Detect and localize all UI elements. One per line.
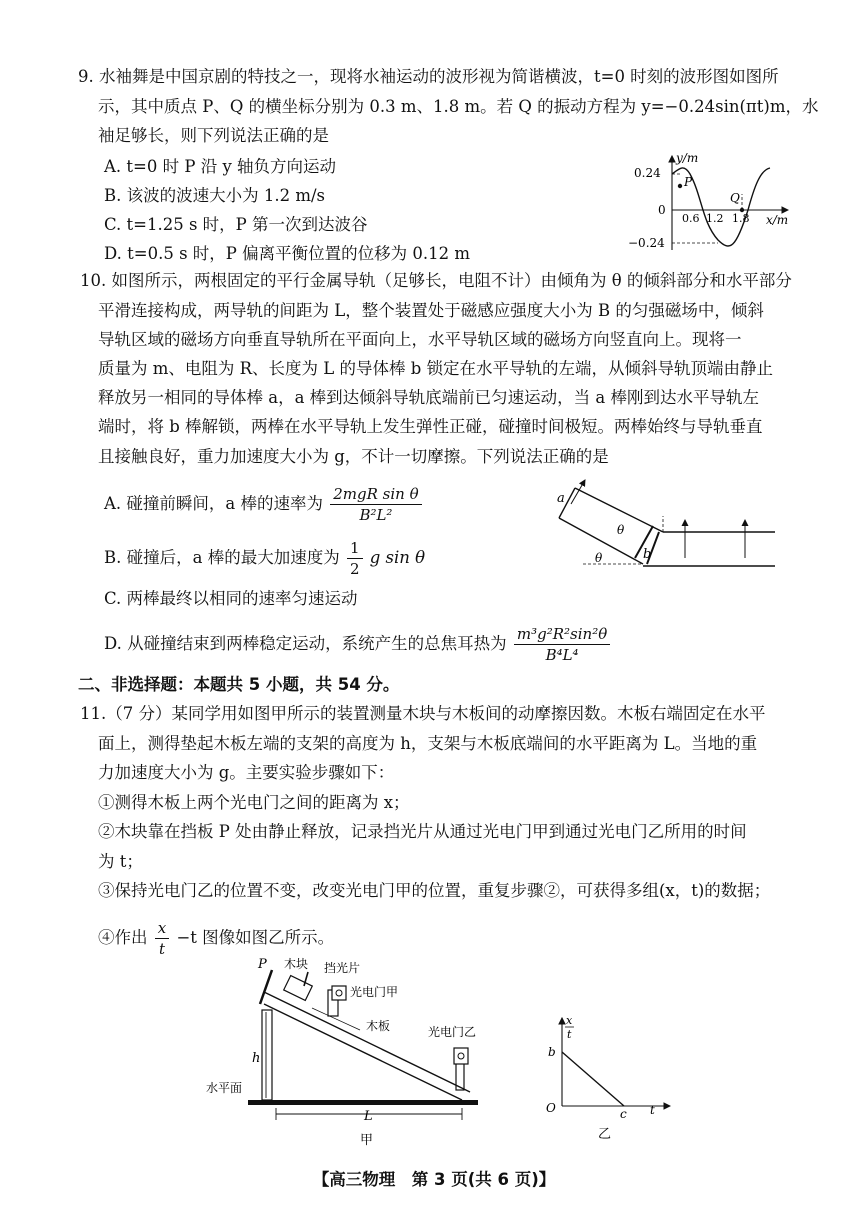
q9-x-label: x/m xyxy=(766,213,789,227)
q9-ymax-label: 0.24 xyxy=(634,166,661,180)
q10-stem-line-6: 端时，将 b 棒解锁，两棒在水平导轨上发生弹性正碰，碰撞时间极短。两棒始终与导轨垂直 xyxy=(98,417,763,436)
q9-option-b: B. 该波的波速大小为 1.2 m/s xyxy=(104,186,326,205)
q10-stem-line-7: 且接触良好，重力加速度大小为 g，不计一切摩擦。下列说法正确的是 xyxy=(98,447,609,466)
q10-label-theta-2: θ xyxy=(595,551,603,565)
q10-stem-line-5: 释放另一相同的导体棒 a，a 棒到达倾斜导轨底端前已匀速运动，当 a 棒刚到达水平导轨左 xyxy=(98,388,759,407)
q11-yi-line xyxy=(562,1052,624,1106)
q10-option-a-fraction xyxy=(330,484,421,525)
q11-block xyxy=(284,976,313,1001)
q11-yi-label-c: c xyxy=(620,1107,627,1121)
q10-option-b-suffix: g sin θ xyxy=(369,548,426,567)
q10-stem-line-1: 10. 如图所示，两根固定的平行金属导轨（足够长，电阻不计）由倾角为 θ 的倾斜部分和水平部分 xyxy=(80,271,792,290)
q10-option-b-prefix: B. 碰撞后，a 棒的最大加速度为 xyxy=(104,548,340,567)
q11-label-l: L xyxy=(364,1109,373,1124)
q11-step-2: ②木块靠在挡板 P 处由静止释放，记录挡光片从通过光电门甲到通过光电门乙所用的时间 xyxy=(98,822,747,841)
q9-option-d: D. t=0.5 s 时，P 偏离平衡位置的位移为 0.12 m xyxy=(104,244,471,263)
q9-p-label: P xyxy=(684,175,693,189)
q9-stem-line-3: 袖足够长，则下列说法正确的是 xyxy=(98,126,329,145)
q11-step-4-fraction xyxy=(155,918,169,959)
q10-option-a-numerator: 2mgR sin θ xyxy=(330,484,421,505)
q11-board-top xyxy=(264,992,470,1092)
q9-wave-figure xyxy=(620,150,800,255)
q11-stem-line-1: 11.（7 分）某同学用如图甲所示的装置测量木块与木板间的动摩擦因数。木板右端固定在水平 xyxy=(80,704,766,723)
q11-label-shade: 挡光片 xyxy=(324,961,361,975)
q11-yi-label-t: t xyxy=(650,1103,655,1117)
q11-step-2-cont: 为 t； xyxy=(98,852,143,871)
q11-ground xyxy=(248,1100,478,1105)
q9-option-a: A. t=0 时 P 沿 y 轴负方向运动 xyxy=(104,157,337,176)
q11-stem-line-3: 力加速度大小为 g。主要实验步骤如下： xyxy=(98,763,395,782)
q9-q-label: Q xyxy=(730,191,740,205)
page-footer: 【高三物理 第 3 页(共 6 页)】 xyxy=(312,1170,556,1189)
q10-option-b xyxy=(104,538,425,579)
q10-option-a xyxy=(104,484,424,525)
q10-label-a: a xyxy=(557,491,565,506)
q10-option-a-prefix: A. 碰撞前瞬间，a 棒的速率为 xyxy=(104,494,323,513)
q11-step-4-prefix: ④作出 xyxy=(98,928,148,947)
q10-option-d-fraction xyxy=(514,624,610,665)
q9-point-p xyxy=(678,184,682,188)
q9-y-label: y/m xyxy=(676,151,699,165)
q10-option-d-prefix: D. 从碰撞结束到两棒稳定运动，系统产生的总焦耳热为 xyxy=(104,634,507,653)
q10-option-a-denominator: B²L² xyxy=(359,506,393,524)
q11-figure-yi xyxy=(540,1010,680,1148)
q10-option-d-numerator: m³g²R²sin²θ xyxy=(514,624,610,645)
section-2-heading: 二、非选择题：本题共 5 小题，共 54 分。 xyxy=(78,675,400,694)
q9-xtick-3: 1.8 xyxy=(732,212,750,225)
q11-label-block: 木块 xyxy=(284,957,309,971)
q9-stem-line-1: 9. 水袖舞是中国京剧的特技之一，现将水袖运动的波形视为简谐横波，t=0 时刻的波形图如图所 xyxy=(78,67,779,86)
q9-xtick-1: 0.6 xyxy=(682,212,700,225)
q10-option-b-denominator: 2 xyxy=(349,560,360,578)
q10-option-d-denominator: B⁴L⁴ xyxy=(545,646,579,664)
q10-stem-line-4: 质量为 m、电阻为 R、长度为 L 的导体棒 b 锁定在水平导轨的左端，从倾斜导轨顶端由静止 xyxy=(98,359,774,378)
q11-step-1: ①测得木板上两个光电门之间的距离为 x； xyxy=(98,793,410,812)
q11-board-bottom xyxy=(264,1004,462,1100)
q11-step-4-denominator: t xyxy=(158,940,165,958)
q11-label-gate-a: 光电门甲 xyxy=(350,985,399,999)
q11-step-3: ③保持光电门乙的位置不变，改变光电门甲的位置，重复步骤②，可获得多组(x，t)的数据； xyxy=(98,881,771,900)
q11-caption-jia: 甲 xyxy=(360,1133,374,1147)
q11-label-board: 木板 xyxy=(366,1019,391,1033)
q11-yi-label-b: b xyxy=(548,1045,556,1059)
q11-label-h: h xyxy=(252,1051,261,1066)
q11-yi-label-o: O xyxy=(546,1101,556,1115)
q10-stem-line-3: 导轨区域的磁场方向垂直导轨所在平面向上，水平导轨区域的磁场方向竖直向上。现将一 xyxy=(98,330,742,349)
q10-rail-figure xyxy=(545,470,785,580)
q10-option-b-fraction xyxy=(347,538,363,579)
q10-option-d xyxy=(104,624,612,665)
q11-baffle-p xyxy=(260,970,272,1004)
q9-ymin-label: −0.24 xyxy=(628,236,665,250)
q9-xtick-2: 1.2 xyxy=(706,212,724,225)
q11-yi-y-den: t xyxy=(567,1028,572,1041)
q10-label-b: b xyxy=(643,547,652,562)
q11-label-ground: 水平面 xyxy=(206,1081,243,1095)
q11-label-gate-b: 光电门乙 xyxy=(428,1025,477,1039)
q10-label-theta-1: θ xyxy=(617,523,625,537)
q9-stem-line-2: 示，其中质点 P、Q 的横坐标分别为 0.3 m、1.8 m。若 Q 的振动方程为 y=−0.24sin(πt)m，水 xyxy=(98,97,819,116)
q10-option-b-numerator: 1 xyxy=(347,538,363,559)
q11-figure-jia xyxy=(200,952,500,1147)
q9-origin-label: 0 xyxy=(658,203,666,217)
q11-step-4-suffix: −t 图像如图乙所示。 xyxy=(176,928,335,947)
q11-step-4-numerator: x xyxy=(155,918,169,939)
q11-stem-line-2: 面上，测得垫起木板左端的支架的高度为 h，支架与木板底端间的水平距离为 L。当地的重 xyxy=(98,734,758,753)
q11-caption-yi: 乙 xyxy=(598,1127,612,1142)
q11-label-p: P xyxy=(258,957,267,972)
q11-yi-y-num: x xyxy=(566,1014,573,1027)
q10-stem-line-2: 平滑连接构成，两导轨的间距为 L，整个装置处于磁感应强度大小为 B 的匀强磁场中，倾斜 xyxy=(98,301,764,320)
q9-option-c: C. t=1.25 s 时，P 第一次到达波谷 xyxy=(104,215,368,234)
q10-option-c: C. 两棒最终以相同的速率匀速运动 xyxy=(104,589,358,608)
q11-support xyxy=(262,1010,272,1100)
